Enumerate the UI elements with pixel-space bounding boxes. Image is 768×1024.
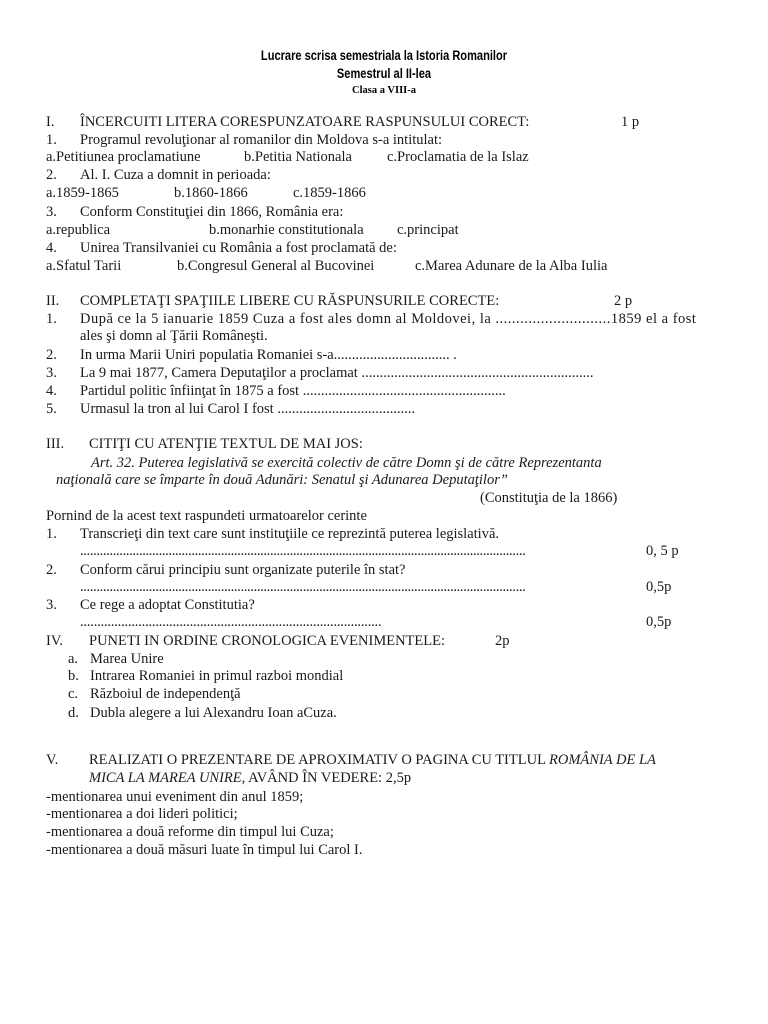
s3-q2-number: 2.	[46, 562, 57, 578]
section-1-title: ÎNCERCUITI LITERA CORESPUNZATOARE RASPUNSULUI CORECT:	[80, 114, 530, 130]
s3-q2-dots: ........................................................................................................................................	[80, 579, 526, 595]
s2-q3-number: 3.	[46, 365, 57, 381]
s1-q2-option-c: c.1859-1866	[293, 185, 366, 201]
section-3-number: III.	[46, 436, 65, 452]
s2-q1-text-line2: ales şi domn al Ţării Româneşti.	[80, 328, 268, 344]
s5-requirement: -mentionarea a doi lideri politici;	[46, 806, 238, 822]
s5-requirement: -mentionarea a două reforme din timpul lui Cuza;	[46, 824, 334, 840]
s3-q1-number: 1.	[46, 526, 57, 542]
section-1-points: 1 p	[621, 114, 640, 130]
s3-q3-number: 3.	[46, 597, 57, 613]
section-5-title-italic: ROMÂNIA DE LA	[549, 752, 656, 768]
s4-item-letter: b.	[68, 668, 79, 684]
s1-q1-option-a: a.Petitiunea proclamatiune	[46, 149, 201, 165]
s5-requirement: -mentionarea unui eveniment din anul 1859;	[46, 789, 304, 805]
s1-q3-option-a: a.republica	[46, 222, 111, 238]
section-4-points: 2p	[495, 633, 510, 649]
s2-q1-number: 1.	[46, 311, 57, 327]
s5-requirement: -mentionarea a două măsuri luate în timpul lui Carol I.	[46, 842, 363, 858]
section-4-number: IV.	[46, 633, 64, 649]
section-2-title: COMPLETAŢI SPAŢIILE LIBERE CU RĂSPUNSURILE CORECTE:	[80, 293, 500, 309]
s3-quote-text-2: naţională care se împarte în două Adunări: Senatul şi Adunarea Deputaţilor”	[56, 472, 508, 488]
section-3-title: CITIŢI CU ATENŢIE TEXTUL DE MAI JOS:	[89, 436, 363, 452]
s1-q4-option-c: c.Marea Adunare de la Alba Iulia	[415, 258, 608, 274]
s3-q3-points: 0,5p	[646, 614, 672, 630]
section-1-number: I.	[46, 114, 55, 130]
s4-item-text: Intrarea Romaniei in primul razboi mondial	[90, 668, 344, 684]
s4-item-text: Dubla alegere a lui Alexandru Ioan aCuza.	[90, 705, 337, 721]
document-subtitle: Semestrul al II-lea	[336, 66, 432, 81]
s4-item-letter: a.	[68, 651, 79, 667]
section-4-title: PUNETI IN ORDINE CRONOLOGICA EVENIMENTELE:	[89, 633, 446, 649]
s1-q1-number: 1.	[46, 132, 57, 148]
document-title: Lucrare scrisa semestriala la Istoria Romanilor	[260, 48, 508, 63]
section-5-title	[89, 752, 656, 769]
s1-q3-text: Conform Constituţiei din 1866, România era:	[80, 204, 344, 220]
s4-item-text: Marea Unire	[90, 651, 164, 667]
s3-q1-text: Transcrieţi din text care sunt instituţiile ce reprezintă puterea legislativă.	[80, 526, 500, 542]
s2-q1-text: După ce la 5 ianuarie 1859 Cuza a fost ales domn al Moldovei, la ............................1859 el a fost	[80, 311, 697, 327]
s1-q2-option-a: a.1859-1865	[46, 185, 119, 201]
section-2-number: II.	[46, 293, 60, 309]
s2-q3-text: La 9 mai 1877, Camera Deputaţilor a proclamat ................................................................	[80, 365, 594, 381]
s1-q2-option-b: b.1860-1866	[174, 185, 248, 201]
s1-q1-option-c: c.Proclamatia de la Islaz	[387, 149, 529, 165]
s2-q2-text: In urma Marii Uniri populatia Romaniei s-a................................ .	[80, 347, 457, 363]
section-5-number: V.	[46, 752, 59, 768]
s3-q1-dots: ........................................................................................................................................	[80, 543, 526, 559]
s1-q2-number: 2.	[46, 167, 57, 183]
s1-q3-option-c: c.principat	[397, 222, 459, 238]
s1-q1-text: Programul revoluţionar al romanilor din Moldova s-a intitulat:	[80, 132, 443, 148]
section-5-title-line2	[89, 770, 411, 787]
section-5-title-text: REALIZATI O PREZENTARE DE APROXIMATIV O PAGINA CU TITLUL	[89, 752, 546, 768]
s1-q3-option-b: b.monarhie constitutionala	[209, 222, 364, 238]
s3-q3-dots: ........................................................................................	[80, 614, 382, 630]
s3-q2-points: 0,5p	[646, 579, 672, 595]
document-grade: Clasa a VIII-a	[352, 85, 416, 96]
s2-q2-number: 2.	[46, 347, 57, 363]
s4-item-letter: c.	[68, 686, 79, 702]
s2-q5-number: 5.	[46, 401, 57, 417]
section-2-points: 2 p	[614, 293, 633, 309]
s3-q3-text: Ce rege a adoptat Constitutia?	[80, 597, 255, 613]
s1-q3-number: 3.	[46, 204, 57, 220]
s3-intro-text: Pornind de la acest text raspundeti urmatoarelor cerinte	[46, 508, 367, 524]
s3-q2-text: Conform cărui principiu sunt organizate puterile în stat?	[80, 562, 406, 578]
s3-source-text: (Constituţia de la 1866)	[480, 490, 618, 506]
section-5-title2-italic: MICA LA MAREA UNIRE,	[89, 770, 246, 786]
s1-q4-option-b: b.Congresul General al Bucovinei	[177, 258, 375, 274]
section-5-title2-rest: AVÂND ÎN VEDERE: 2,5p	[245, 770, 412, 786]
s1-q1-option-b: b.Petitia Nationala	[244, 149, 352, 165]
s2-q4-number: 4.	[46, 383, 57, 399]
s3-q1-points: 0, 5 p	[646, 543, 679, 559]
s1-q2-text: Al. I. Cuza a domnit in perioada:	[80, 167, 271, 183]
s4-item-letter: d.	[68, 705, 79, 721]
s2-q4-text: Partidul politic înfiinţat în 1875 a fost ........................................................	[80, 383, 506, 399]
s1-q4-option-a: a.Sfatul Tarii	[46, 258, 122, 274]
s2-q5-text: Urmasul la tron al lui Carol I fost ......................................	[80, 401, 416, 417]
s1-q4-number: 4.	[46, 240, 57, 256]
s1-q4-text: Unirea Transilvaniei cu România a fost proclamată de:	[80, 240, 397, 256]
s3-quote-text-1: Art. 32. Puterea legislativă se exercită colectiv de către Domn şi de către Reprezentanta	[91, 455, 602, 471]
s4-item-text: Războiul de independenţă	[90, 686, 241, 702]
